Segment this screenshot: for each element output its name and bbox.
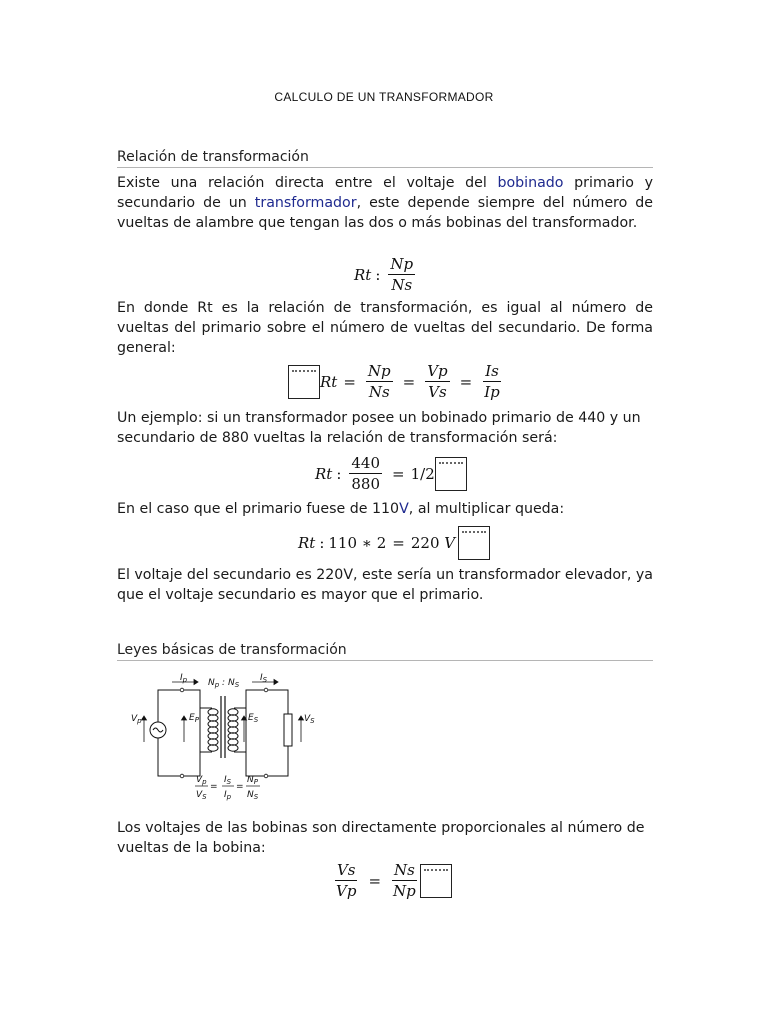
- formula-example: Rt : $\frac{440}{880}$ = 1/2: [315, 454, 467, 493]
- intro-text-1: Existe una relación directa entre el voltaje del: [117, 175, 498, 191]
- svg-text:=: =: [236, 782, 244, 792]
- label-es: $E_S$: [248, 713, 259, 724]
- svg-text:NS: $N_S$: [247, 790, 259, 801]
- svg-text:NP: $N_P$: [247, 775, 258, 786]
- formula-general: Rt = $\frac{Np}{Ns}$ = $\frac{Vp}{Vs}$ = $\frac{Is}{Ip}$: [288, 362, 506, 401]
- formula-rt-ratio: Rt : $\frac{Np}{Ns}$: [354, 255, 414, 294]
- primary-110-paragraph: En el caso que el primario fuese de 110V, al multiplicar queda:: [117, 501, 565, 517]
- load-resistor-icon: [284, 714, 292, 746]
- intro-text-2: primario y secundario de un: [117, 175, 654, 211]
- label-vp: $V_p$: [131, 714, 142, 725]
- elevator-paragraph: El voltaje del secundario es 220V, este sería un transformador elevador, ya que el voltaje secundario es mayor que el primario.: [117, 567, 653, 603]
- label-turns-ratio: $N_p$ : $N_S$: [208, 678, 240, 689]
- label-ep: $E_P$: [189, 713, 199, 724]
- secondary-coil: [228, 708, 246, 752]
- formula-image-placeholder: [435, 457, 467, 491]
- svg-text:VS: $V_S$: [196, 790, 207, 801]
- formula-multiply: Rt : 110 ∗ 2 = 220 V: [298, 526, 490, 560]
- secondary-loop: [246, 690, 288, 776]
- formula-voltage-turns: $\frac{Vs}{Vp}$ = $\frac{Ns}{Np}$: [330, 861, 452, 900]
- example-paragraph: Un ejemplo: si un transformador posee un bobinado primario de 440 y un secundario de 880 vueltas la relación de transformación será:: [117, 410, 641, 446]
- intro-text-3: , este depende siempre del número de vueltas de alambre que tengan las dos o más bobinas del transformador.: [117, 195, 653, 231]
- svg-text:=: =: [210, 782, 218, 792]
- section-heading-leyes: Leyes básicas de transformación: [117, 642, 653, 661]
- svg-text:IS: $I_S$: [224, 775, 232, 786]
- svg-text:Ip: $I_p$: [224, 790, 232, 801]
- law-equation: [195, 775, 260, 801]
- transformer-circuit-diagram: [120, 668, 320, 808]
- formula-image-placeholder: [420, 864, 452, 898]
- label-vs: $V_S$: [304, 714, 315, 725]
- primary-coil: [200, 708, 218, 752]
- definition-paragraph: En donde Rt es la relación de transformación, es igual al número de vueltas del primario sobre el número de vueltas del secundario. De forma general:: [117, 300, 653, 356]
- formula-image-placeholder: [288, 365, 320, 399]
- label-is: $I_S$: [260, 673, 268, 684]
- svg-text:Vp: $V_p$: [196, 775, 207, 786]
- section-heading-relacion: Relación de transformación: [117, 149, 653, 168]
- intro-paragraph: [117, 173, 653, 233]
- bobinado-link[interactable]: bobinado: [497, 175, 564, 191]
- transformador-link[interactable]: transformador: [254, 195, 357, 211]
- document-title: CALCULO DE UN TRANSFORMADOR: [274, 90, 494, 104]
- label-ip: $I_p$: [180, 673, 188, 684]
- proportional-paragraph: Los voltajes de las bobinas son directamente proporcionales al número de vueltas de la bobina:: [117, 820, 645, 856]
- formula-image-placeholder: [458, 526, 490, 560]
